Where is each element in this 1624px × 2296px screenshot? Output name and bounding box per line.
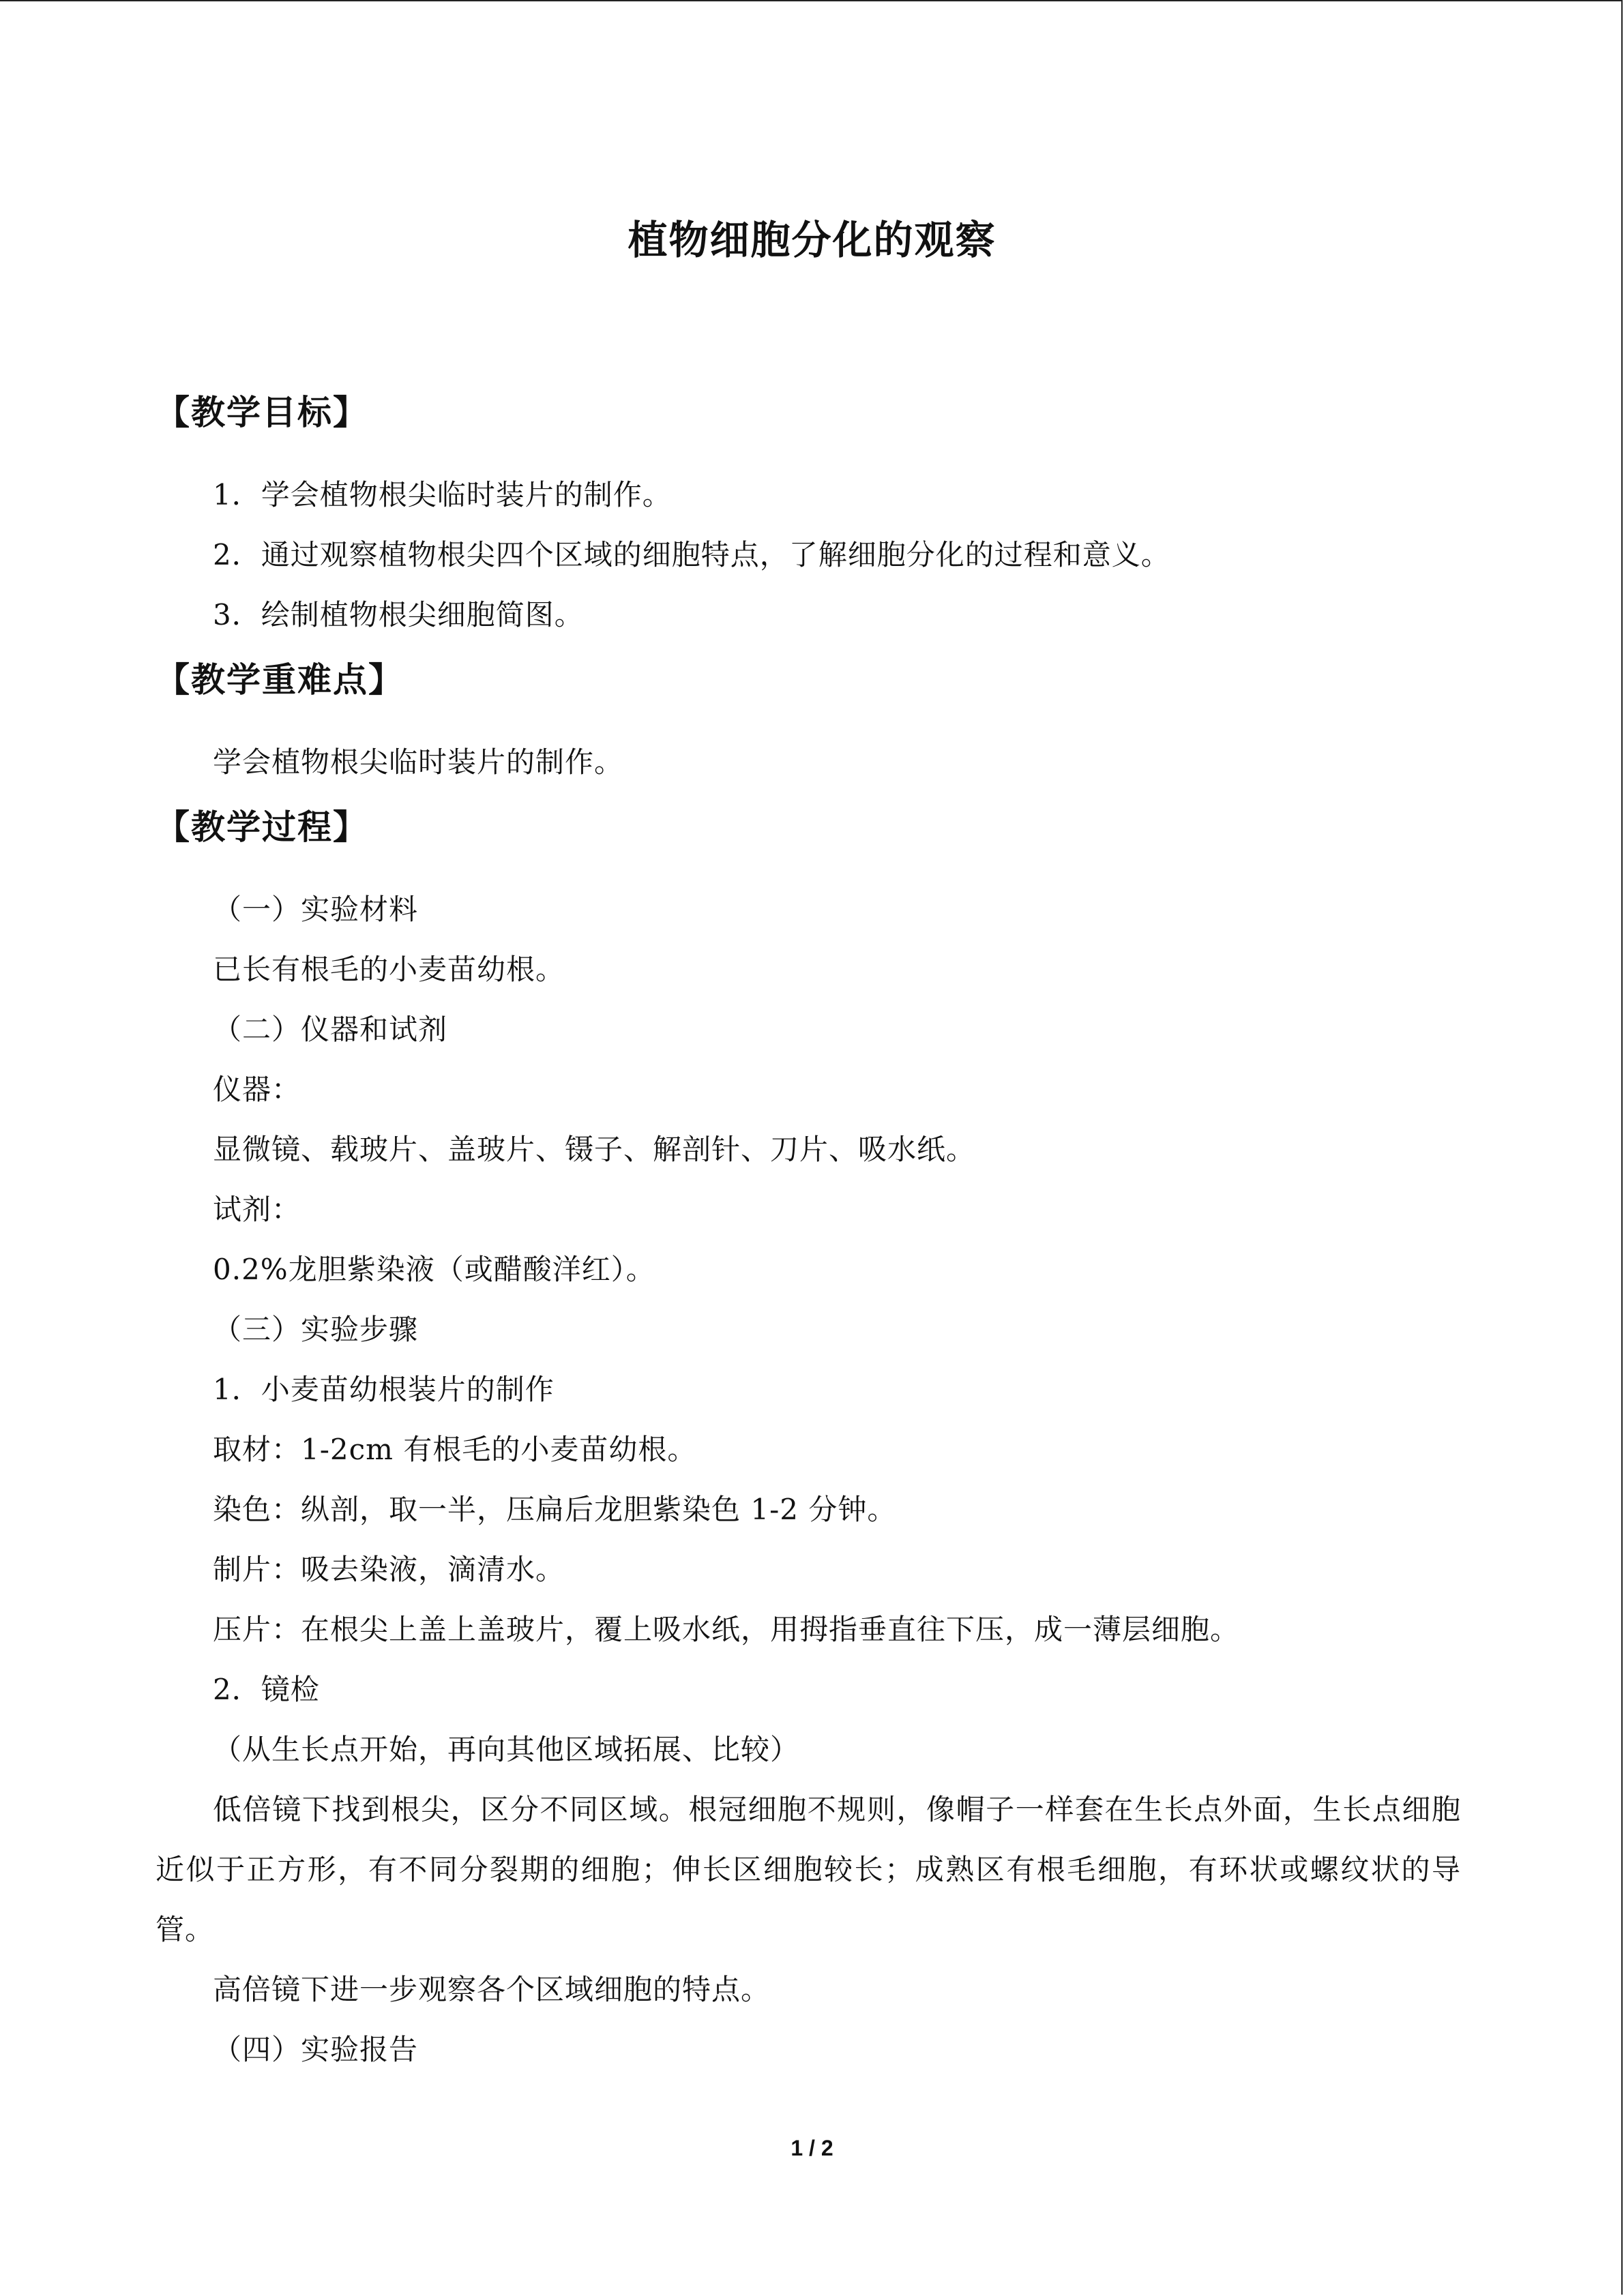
- heading-teaching-process: 【教学过程】: [156, 807, 368, 847]
- step1-item: 制片：吸去染液，滴清水。: [213, 1553, 565, 1586]
- goal-item: 2．通过观察植物根尖四个区域的细胞特点，了解细胞分化的过程和意义。: [213, 538, 1170, 571]
- step2-high-power: 高倍镜下进一步观察各个区域细胞的特点。: [213, 1973, 771, 2006]
- step1-title: 1．小麦苗幼根装片的制作: [213, 1373, 555, 1406]
- subheading-report: （四）实验报告: [213, 2033, 419, 2066]
- document-title: 植物细胞分化的观察: [628, 217, 996, 263]
- step1-item: 取材：1-2cm 有根毛的小麦苗幼根。: [213, 1433, 697, 1466]
- heading-teaching-goals: 【教学目标】: [156, 393, 368, 432]
- reagents-label: 试剂：: [213, 1193, 301, 1226]
- materials-text: 已长有根毛的小麦苗幼根。: [213, 953, 565, 986]
- page-number: 1 / 2: [791, 2136, 833, 2160]
- step1-item: 压片：在根尖上盖上盖玻片，覆上吸水纸，用拇指垂直往下压，成一薄层细胞。: [213, 1613, 1240, 1646]
- subheading-steps: （三）实验步骤: [213, 1313, 419, 1346]
- step1-item: 染色：纵剖，取一半，压扁后龙胆紫染色 1-2 分钟。: [213, 1493, 897, 1526]
- instruments-label: 仪器：: [213, 1073, 301, 1106]
- step2-note: （从生长点开始，再向其他区域拓展、比较）: [213, 1733, 800, 1766]
- subheading-instruments: （二）仪器和试剂: [213, 1013, 448, 1046]
- subheading-materials: （一）实验材料: [213, 893, 419, 926]
- step2-low-power-paragraph: 低倍镜下找到根尖，区分不同区域。根冠细胞不规则，像帽子一样套在生长点外面，生长点细胞近似于正方形，有不同分裂期的细胞；伸长区细胞较长；成熟区有根毛细胞，有环状或螺纹状的导管。: [156, 1793, 1461, 1946]
- heading-key-points: 【教学重难点】: [156, 660, 404, 700]
- instruments-list: 显微镜、载玻片、盖玻片、镊子、解剖针、刀片、吸水纸。: [213, 1133, 976, 1166]
- reagents-list: 0.2%龙胆紫染液（或醋酸洋红）。: [213, 1253, 655, 1286]
- goal-item: 3．绘制植物根尖细胞简图。: [213, 598, 584, 631]
- key-points-text: 学会植物根尖临时装片的制作。: [213, 745, 624, 779]
- step2-title: 2．镜检: [213, 1673, 320, 1706]
- goal-item: 1．学会植物根尖临时装片的制作。: [213, 478, 672, 511]
